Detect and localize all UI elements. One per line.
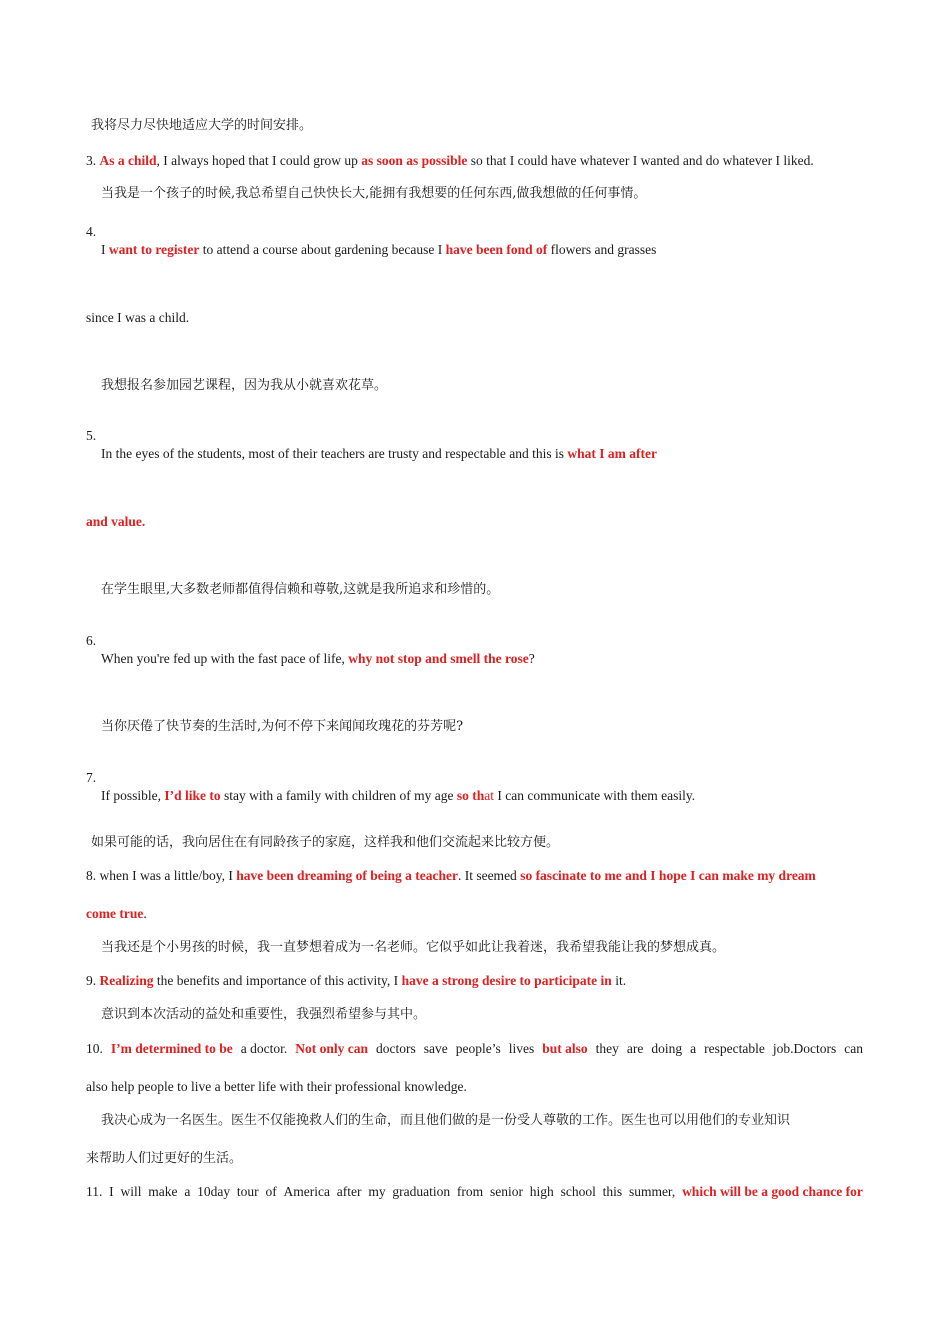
sentence-word: 10day bbox=[197, 1184, 231, 1199]
item-number: 11. bbox=[86, 1184, 103, 1199]
sentence-8-continued bbox=[86, 905, 147, 923]
highlight-phrase: have been dreaming of being a teacher bbox=[236, 868, 458, 883]
sentence-word: they bbox=[595, 1041, 619, 1056]
sentence-word: from bbox=[456, 1184, 484, 1199]
sentence-10 bbox=[86, 1040, 863, 1058]
highlight-phrase: want to register bbox=[108, 242, 200, 257]
sentence-8-translation: 当我还是个小男孩的时候，我一直梦想着成为一名老师。它似乎如此让我着迷，我希望我能让我的梦想成真。 bbox=[101, 940, 726, 955]
highlight-phrase: so th bbox=[456, 788, 485, 803]
sentence-7 bbox=[101, 787, 695, 805]
sentence-word: doing bbox=[651, 1041, 683, 1056]
sentence-word: a doctor. bbox=[240, 1041, 288, 1056]
sentence-8 bbox=[86, 867, 816, 885]
sentence-text: when I was a little/boy, I bbox=[99, 868, 237, 883]
sentence-text: ? bbox=[528, 651, 535, 666]
highlight-phrase: but also bbox=[542, 1041, 588, 1056]
sentence-text: . It seemed bbox=[457, 868, 521, 883]
sentence-word: lives bbox=[508, 1041, 535, 1056]
sentence-word: America bbox=[283, 1184, 330, 1199]
item-number: 8. bbox=[86, 868, 100, 883]
sentence-7-translation: 如果可能的话，我向居住在有同龄孩子的家庭，这样我和他们交流起来比较方便。 bbox=[91, 835, 560, 850]
highlight-phrase: I’m determined to be bbox=[110, 1041, 233, 1056]
item-number-5: 5. bbox=[86, 428, 97, 443]
highlight-phrase: which will be a good chance for bbox=[682, 1184, 863, 1199]
sentence-text: the benefits and importance of this activity, I bbox=[153, 973, 402, 988]
highlight-phrase: come true bbox=[86, 906, 144, 921]
sentence-word: high bbox=[529, 1184, 554, 1199]
sentence-word: will bbox=[120, 1184, 142, 1199]
sentence-text: If possible, bbox=[101, 788, 165, 803]
sentence-word: senior bbox=[489, 1184, 523, 1199]
sentence-text: I bbox=[101, 242, 109, 257]
sentence-5-translation: 在学生眼里,大多数老师都值得信赖和尊敬,这就是我所追求和珍惜的。 bbox=[101, 582, 500, 597]
sentence-text: it. bbox=[611, 973, 627, 988]
sentence-3-translation: 当我是一个孩子的时候,我总希望自己快快长大,能拥有我想要的任何东西,做我想做的任何事情。 bbox=[101, 186, 647, 201]
sentence-11 bbox=[86, 1183, 863, 1201]
highlight-phrase: at bbox=[484, 788, 494, 803]
item-number-7: 7. bbox=[86, 770, 97, 785]
highlight-phrase: have been fond of bbox=[445, 242, 548, 257]
sentence-word: this bbox=[602, 1184, 623, 1199]
highlight-phrase: so fascinate to me and I hope I can make my dream bbox=[520, 868, 816, 883]
sentence-word: respectable bbox=[704, 1041, 765, 1056]
sentence-4-continued: since I was a child. bbox=[86, 310, 190, 325]
sentence-text: so that I could have whatever I wanted and do whatever I liked. bbox=[467, 153, 814, 168]
sentence-4-translation: 我想报名参加园艺课程，因为我从小就喜欢花草。 bbox=[101, 378, 388, 393]
sentence-9 bbox=[86, 972, 626, 990]
item-number: 9. bbox=[86, 973, 100, 988]
sentence-text: , I always hoped that I could grow up bbox=[156, 153, 362, 168]
sentence-word: I bbox=[109, 1184, 114, 1199]
sentence-4 bbox=[101, 241, 656, 259]
sentence-2-translation: 我将尽力尽快地适应大学的时间安排。 bbox=[91, 118, 313, 133]
sentence-10-translation: 我决心成为一名医生。医生不仅能挽救人们的生命，而且他们做的是一份受人尊敬的工作。医生也可以用他们的专业知识 bbox=[101, 1113, 791, 1128]
sentence-10-continued: also help people to live a better life with their professional knowledge. bbox=[86, 1079, 467, 1094]
highlight-phrase: Realizing bbox=[99, 973, 154, 988]
highlight-phrase: as soon as possible bbox=[361, 153, 468, 168]
highlight-phrase: I’d like to bbox=[164, 788, 221, 803]
sentence-word: make bbox=[148, 1184, 178, 1199]
highlight-phrase: have a strong desire to participate in bbox=[401, 973, 612, 988]
sentence-word: my bbox=[368, 1184, 386, 1199]
highlight-phrase: what I am after bbox=[567, 446, 657, 461]
sentence-word: school bbox=[560, 1184, 596, 1199]
highlight-phrase: Not only can bbox=[295, 1041, 368, 1056]
sentence-text: stay with a family with children of my age bbox=[220, 788, 457, 803]
sentence-5 bbox=[101, 445, 657, 463]
sentence-word: after bbox=[336, 1184, 362, 1199]
sentence-word: doctors bbox=[376, 1041, 416, 1056]
item-number: 10. bbox=[86, 1041, 103, 1056]
sentence-text: I can communicate with them easily. bbox=[493, 788, 696, 803]
sentence-word: a bbox=[690, 1041, 697, 1056]
sentence-word: save bbox=[423, 1041, 448, 1056]
sentence-word: of bbox=[265, 1184, 277, 1199]
sentence-word: tour bbox=[236, 1184, 259, 1199]
item-number-6: 6. bbox=[86, 633, 97, 648]
sentence-3 bbox=[86, 152, 814, 170]
sentence-word: job.Doctors bbox=[772, 1041, 837, 1056]
highlight-phrase: As a child bbox=[99, 153, 157, 168]
sentence-5-continued: and value. bbox=[86, 514, 146, 529]
sentence-text: When you're fed up with the fast pace of life, bbox=[101, 651, 349, 666]
sentence-6-translation: 当你厌倦了快节奏的生活时,为何不停下来闻闻玫瑰花的芬芳呢? bbox=[101, 719, 464, 734]
sentence-word: can bbox=[844, 1041, 863, 1056]
sentence-text: flowers and grasses bbox=[547, 242, 657, 257]
sentence-word: summer, bbox=[628, 1184, 676, 1199]
sentence-9-translation: 意识到本次活动的益处和重要性，我强烈希望参与其中。 bbox=[101, 1007, 427, 1022]
sentence-6 bbox=[101, 650, 535, 668]
sentence-text: In the eyes of the students, most of their teachers are trusty and respectable and this is bbox=[101, 446, 568, 461]
highlight-phrase: why not stop and smell the rose bbox=[348, 651, 529, 666]
item-number-4: 4. bbox=[86, 224, 97, 239]
sentence-text: . bbox=[143, 906, 147, 921]
sentence-word: a bbox=[184, 1184, 191, 1199]
sentence-text: to attend a course about gardening because I bbox=[199, 242, 446, 257]
sentence-word: are bbox=[626, 1041, 644, 1056]
item-number: 3. bbox=[86, 153, 100, 168]
sentence-10-translation-continued: 来帮助人们过更好的生活。 bbox=[86, 1151, 243, 1166]
sentence-word: graduation bbox=[392, 1184, 451, 1199]
sentence-word: people’s bbox=[455, 1041, 501, 1056]
